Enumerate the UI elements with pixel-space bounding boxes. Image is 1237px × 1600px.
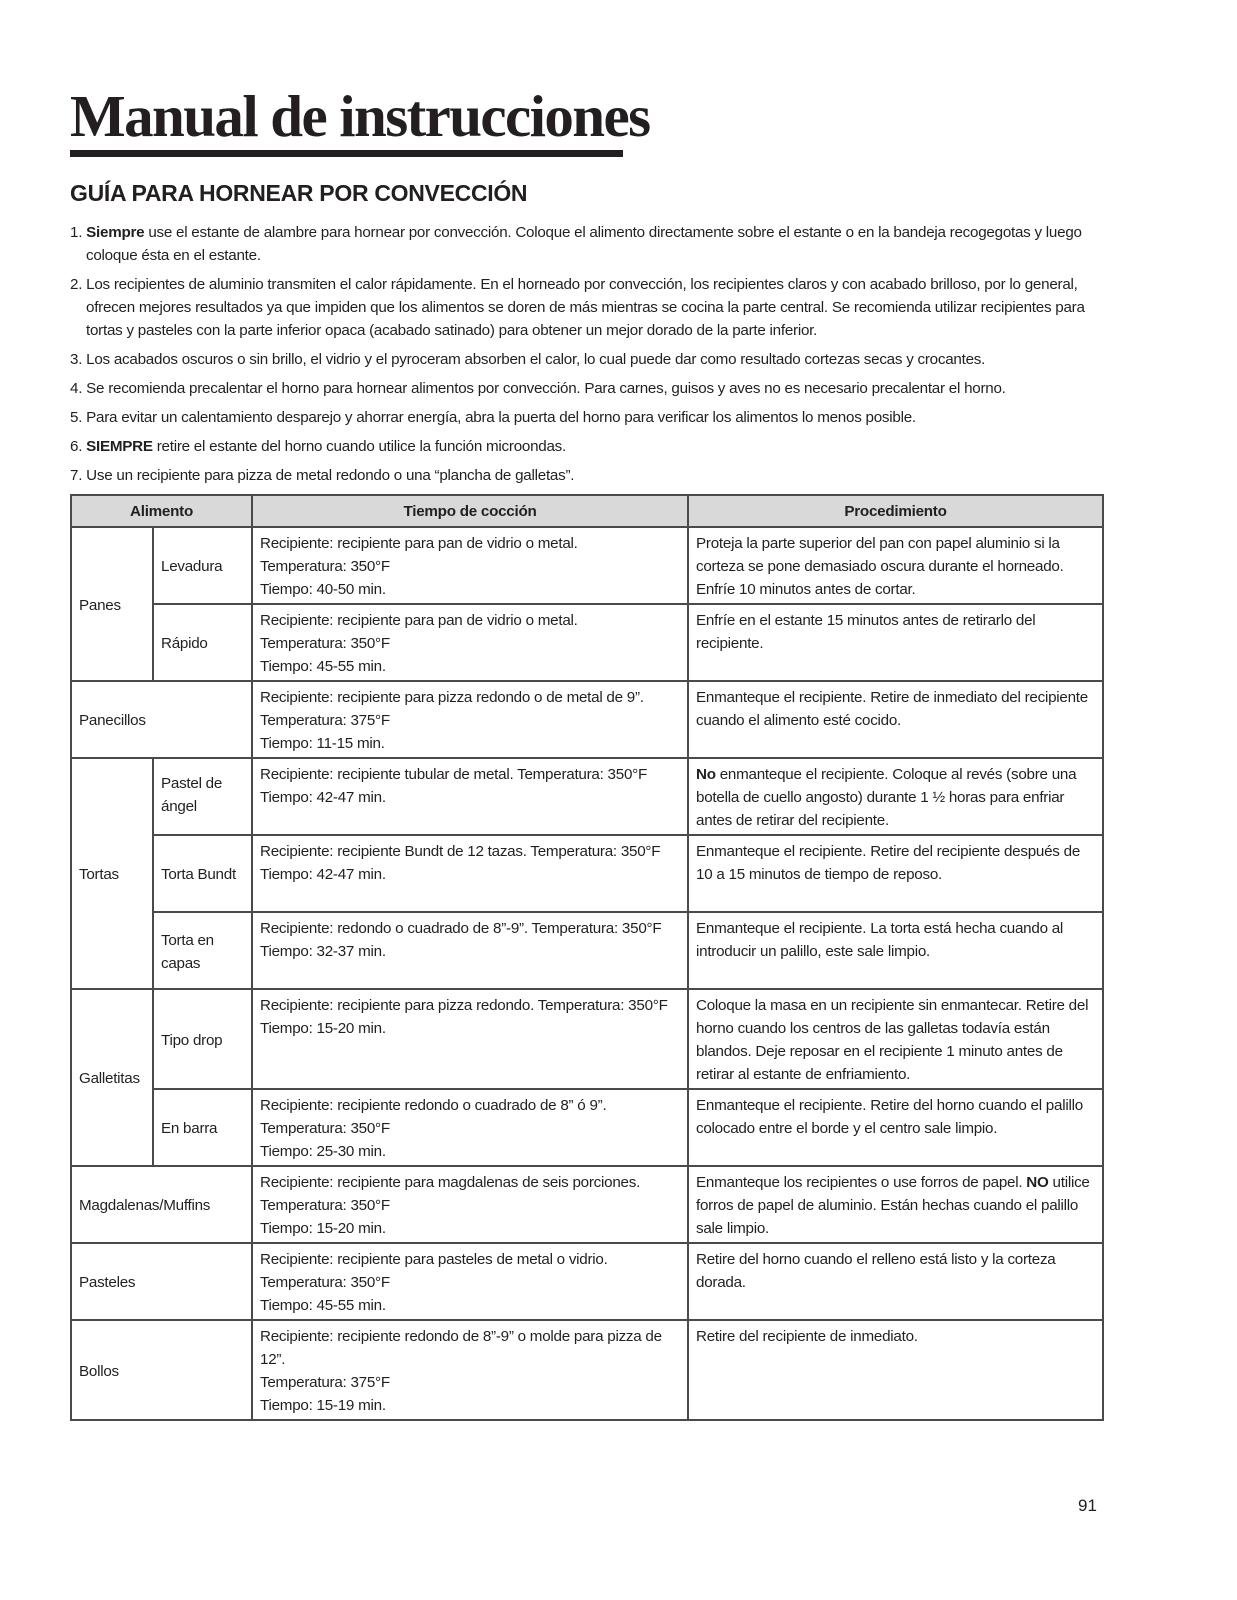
- intro-item-number: 6.: [70, 438, 83, 455]
- table-row: [71, 681, 1103, 758]
- food-category: Pasteles: [71, 1243, 252, 1320]
- time-line: Recipiente: redondo o cuadrado de 8”-9”. Temperatura: 350°F: [260, 920, 662, 937]
- intro-item-text: use el estante de alambre para hornear por convección. Coloque el alimento directamente sobre el estante o en la bandeja recogegotas y luego coloque ésta en el estante.: [86, 224, 1082, 264]
- time-line: Recipiente: recipiente redondo o cuadrado de 8” ó 9”.: [260, 1097, 607, 1114]
- time-line: Recipiente: recipiente Bundt de 12 tazas. Temperatura: 350°F: [260, 843, 661, 860]
- intro-item: [70, 464, 1100, 487]
- cooking-time-cell: [252, 1320, 688, 1420]
- time-line: Recipiente: recipiente redondo de 8”-9” o molde para pizza de 12”.: [260, 1328, 662, 1368]
- cooking-time-cell: [252, 681, 688, 758]
- food-subtype: Rápido: [153, 604, 252, 681]
- table-row: [71, 835, 1103, 912]
- time-line: Recipiente: recipiente para pan de vidrio o metal.: [260, 612, 578, 629]
- page-number: 91: [1078, 1496, 1097, 1515]
- procedure-text: Enmanteque el recipiente. Retire de inmediato del recipiente cuando el alimento esté cocido.: [696, 689, 1088, 729]
- table-row: [71, 604, 1103, 681]
- procedure-emphasis: NO: [1026, 1174, 1049, 1191]
- time-line: Tiempo: 15-20 min.: [260, 1020, 386, 1037]
- intro-item-number: 7.: [70, 467, 83, 484]
- intro-item-text: Para evitar un calentamiento desparejo y ahorrar energía, abra la puerta del horno para verificar los alimentos lo menos posible.: [86, 409, 916, 426]
- procedure-cell: [688, 1166, 1103, 1243]
- header-food: Alimento: [71, 495, 252, 527]
- food-subtype: Pastel de ángel: [153, 758, 252, 835]
- table-row: [71, 1166, 1103, 1243]
- table-row: [71, 1243, 1103, 1320]
- time-line: Temperatura: 375°F: [260, 712, 390, 729]
- time-line: Tiempo: 42-47 min.: [260, 866, 386, 883]
- intro-item: [70, 221, 1100, 267]
- intro-item-text: Use un recipiente para pizza de metal redondo o una “plancha de galletas”.: [86, 467, 575, 484]
- convection-guide-table: [70, 494, 1104, 1421]
- food-category: Bollos: [71, 1320, 252, 1420]
- table-row: [71, 1089, 1103, 1166]
- procedure-text: Enmanteque el recipiente. La torta está hecha cuando al introducir un palillo, este sale limpio.: [696, 920, 1064, 960]
- food-subtype: En barra: [153, 1089, 252, 1166]
- time-line: Temperatura: 375°F: [260, 1374, 390, 1391]
- procedure-cell: [688, 912, 1103, 989]
- intro-item-emphasis: Siempre: [86, 224, 145, 241]
- cooking-time-cell: [252, 604, 688, 681]
- food-subtype: Levadura: [153, 527, 252, 604]
- time-line: Tiempo: 11-15 min.: [260, 735, 385, 752]
- procedure-text: Enmanteque los recipientes o use forros de papel.: [696, 1174, 1027, 1191]
- procedure-cell: [688, 758, 1103, 835]
- intro-item-text: Los recipientes de aluminio transmiten el calor rápidamente. En el horneado por convección, los recipientes claros y con acabado brilloso, por lo general, ofrecen mejores resultados ya que impiden que los alimentos se doren de más mientras se cocina la parte central. Se recomienda utilizar recipientes para tortas y pasteles con la parte inferior opaca (acabado satinado) para obtener un mejor dorado de la parte inferior.: [86, 276, 1085, 339]
- procedure-text: Retire del horno cuando el relleno está listo y la corteza dorada.: [696, 1251, 1056, 1291]
- time-line: Recipiente: recipiente para pizza redondo o de metal de 9”.: [260, 689, 644, 706]
- procedure-text: Enmanteque el recipiente. Retire del horno cuando el palillo colocado entre el borde y el centro sale limpio.: [696, 1097, 1083, 1137]
- intro-item: [70, 348, 1100, 371]
- time-line: Recipiente: recipiente para pizza redondo. Temperatura: 350°F: [260, 997, 668, 1014]
- time-line: Tiempo: 32-37 min.: [260, 943, 386, 960]
- intro-item-number: 5.: [70, 409, 83, 426]
- cooking-time-cell: [252, 1243, 688, 1320]
- time-line: Recipiente: recipiente para magdalenas de seis porciones.: [260, 1174, 641, 1191]
- procedure-cell: [688, 835, 1103, 912]
- intro-item-number: 1.: [70, 224, 83, 241]
- procedure-cell: [688, 989, 1103, 1089]
- section-title: GUÍA PARA HORNEAR POR CONVECCIÓN: [70, 180, 528, 206]
- table-row: [71, 527, 1103, 604]
- table-row: [71, 758, 1103, 835]
- food-subtype: Torta Bundt: [153, 835, 252, 912]
- time-line: Temperatura: 350°F: [260, 635, 390, 652]
- procedure-cell: [688, 527, 1103, 604]
- procedure-cell: [688, 1089, 1103, 1166]
- procedure-text: enmanteque el recipiente. Coloque al revés (sobre una botella de cuello angosto) durante 1 ½ horas para enfriar antes de retirar del recipiente.: [696, 766, 1077, 829]
- intro-list: [70, 221, 1100, 493]
- procedure-text: utilice forros de papel de aluminio. Están hechas cuando el palillo sale limpio.: [696, 1174, 1090, 1237]
- time-line: Recipiente: recipiente tubular de metal. Temperatura: 350°F: [260, 766, 647, 783]
- food-category: Panecillos: [71, 681, 252, 758]
- table-header-row: [71, 495, 1103, 527]
- time-line: Temperatura: 350°F: [260, 1120, 390, 1137]
- table-row: [71, 1320, 1103, 1420]
- procedure-cell: [688, 604, 1103, 681]
- procedure-text: Enmanteque el recipiente. Retire del recipiente después de 10 a 15 minutos de tiempo de reposo.: [696, 843, 1081, 883]
- time-line: Tiempo: 45-55 min.: [260, 658, 386, 675]
- food-subtype: Tipo drop: [153, 989, 252, 1089]
- intro-item-emphasis: SIEMPRE: [86, 438, 153, 455]
- page-title: Manual de instrucciones: [70, 83, 650, 149]
- time-line: Tiempo: 42-47 min.: [260, 789, 386, 806]
- procedure-cell: [688, 1320, 1103, 1420]
- cooking-time-cell: [252, 1089, 688, 1166]
- table-row: [71, 989, 1103, 1089]
- time-line: Temperatura: 350°F: [260, 1197, 390, 1214]
- procedure-text: Retire del recipiente de inmediato.: [696, 1328, 918, 1345]
- intro-item: [70, 435, 1100, 458]
- time-line: Temperatura: 350°F: [260, 1274, 390, 1291]
- intro-item-number: 2.: [70, 276, 83, 293]
- time-line: Tiempo: 25-30 min.: [260, 1143, 386, 1160]
- procedure-text: Enfríe en el estante 15 minutos antes de retirarlo del recipiente.: [696, 612, 1036, 652]
- intro-item: [70, 406, 1100, 429]
- food-category: Magdalenas/Muffins: [71, 1166, 252, 1243]
- food-category: Panes: [71, 527, 153, 681]
- cooking-time-cell: [252, 835, 688, 912]
- time-line: Temperatura: 350°F: [260, 558, 390, 575]
- intro-item-text: retire el estante del horno cuando utilice la función microondas.: [152, 438, 566, 455]
- time-line: Tiempo: 45-55 min.: [260, 1297, 386, 1314]
- table-row: [71, 912, 1103, 989]
- cooking-time-cell: [252, 989, 688, 1089]
- title-rule: [70, 150, 623, 157]
- time-line: Recipiente: recipiente para pan de vidrio o metal.: [260, 535, 578, 552]
- food-category: Galletitas: [71, 989, 153, 1166]
- intro-item-number: 3.: [70, 351, 83, 368]
- time-line: Recipiente: recipiente para pasteles de metal o vidrio.: [260, 1251, 608, 1268]
- intro-item: [70, 377, 1100, 400]
- intro-item-text: Se recomienda precalentar el horno para hornear alimentos por convección. Para carnes, guisos y aves no es necesario precalentar el horno.: [86, 380, 1006, 397]
- cooking-time-cell: [252, 912, 688, 989]
- header-procedure: Procedimiento: [688, 495, 1103, 527]
- cooking-time-cell: [252, 758, 688, 835]
- time-line: Tiempo: 15-19 min.: [260, 1397, 386, 1414]
- time-line: Tiempo: 40-50 min.: [260, 581, 386, 598]
- time-line: Tiempo: 15-20 min.: [260, 1220, 386, 1237]
- cooking-time-cell: [252, 527, 688, 604]
- intro-item-number: 4.: [70, 380, 83, 397]
- procedure-text: Coloque la masa en un recipiente sin enmantecar. Retire del horno cuando los centros de las galletas todavía están blandos. Deje reposar en el recipiente 1 minuto antes de retirar al estante de enfriamiento.: [696, 997, 1089, 1083]
- intro-item-text: Los acabados oscuros o sin brillo, el vidrio y el pyroceram absorben el calor, lo cual puede dar como resultado cortezas secas y crocantes.: [86, 351, 986, 368]
- food-subtype: Torta en capas: [153, 912, 252, 989]
- cooking-time-cell: [252, 1166, 688, 1243]
- procedure-emphasis: No: [696, 766, 716, 783]
- food-category: Tortas: [71, 758, 153, 989]
- header-cooking-time: Tiempo de cocción: [252, 495, 688, 527]
- procedure-text: Proteja la parte superior del pan con papel aluminio si la corteza se pone demasiado oscura durante el horneado. Enfríe 10 minutos antes de cortar.: [696, 535, 1064, 598]
- procedure-cell: [688, 681, 1103, 758]
- intro-item: [70, 273, 1100, 342]
- procedure-cell: [688, 1243, 1103, 1320]
